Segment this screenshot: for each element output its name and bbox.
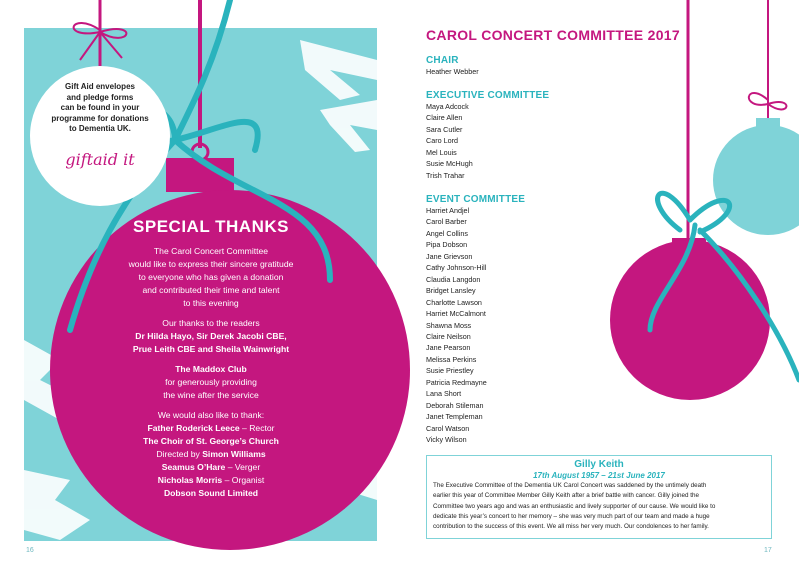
exec-section bbox=[426, 90, 549, 181]
committee-member: Janet Templeman bbox=[426, 412, 483, 422]
thanks-name: Father Roderick Leece bbox=[147, 423, 240, 433]
committee-member: Pipa Dobson bbox=[426, 240, 468, 250]
committee-member: Claudia Langdon bbox=[426, 274, 481, 284]
exec-list bbox=[426, 101, 549, 181]
committee-member: Jane Grievson bbox=[426, 251, 473, 261]
exec-heading: EXECUTIVE COMMITTEE bbox=[426, 90, 550, 101]
committee-member: Lana Short bbox=[426, 389, 462, 399]
event-list bbox=[426, 205, 525, 446]
committee-member: Maya Adcock bbox=[426, 102, 469, 111]
thanks-name: Simon Williams bbox=[202, 449, 266, 459]
gift-aid-text bbox=[42, 82, 158, 135]
committee-member: Bridget Lansley bbox=[426, 286, 476, 296]
committee-member: Sara Cutler bbox=[426, 124, 463, 134]
memorial-text bbox=[427, 481, 771, 532]
gift-aid-line: and pledge forms bbox=[66, 92, 134, 102]
committee-member: Mel Louis bbox=[426, 147, 457, 157]
gift-aid-line: Gift Aid envelopes bbox=[65, 82, 135, 91]
thanks-name: Nicholas Morris bbox=[157, 475, 223, 485]
thanks-role: – Rector bbox=[239, 423, 275, 433]
chair-list bbox=[426, 66, 479, 77]
memorial-line: earlier this year of Committee Member Gilly Keith after a brief battle with cancer. Gilly joined the bbox=[433, 492, 699, 500]
memorial-box bbox=[426, 455, 772, 539]
committee-member: Claire Allen bbox=[426, 113, 463, 123]
committee-member: Carol Watson bbox=[426, 423, 470, 433]
committee-member: Shawna Moss bbox=[426, 320, 472, 330]
thanks-role: – Organist bbox=[222, 475, 265, 485]
committee-member: Trish Trahar bbox=[426, 170, 465, 180]
thanks-role: – Verger bbox=[225, 462, 261, 472]
page-number-left: 16 bbox=[26, 547, 34, 554]
memorial-line: contribution to the success of this event. We all miss her very much. Our condolences to her family. bbox=[433, 523, 709, 531]
committee-member: Angel Collins bbox=[426, 228, 468, 238]
also-thank-heading: We would also like to thank: bbox=[157, 410, 265, 420]
memorial-line: Committee two years ago and was an enthusiastic and lively supporter of our cause. We would like to bbox=[433, 502, 716, 510]
committee-member: Susie Priestley bbox=[426, 366, 474, 376]
gift-aid-line: to Dementia UK. bbox=[69, 124, 131, 133]
maddox-line: the wine after the service bbox=[163, 390, 259, 400]
gift-aid-line: programme for donations bbox=[51, 113, 149, 123]
page-number-right: 17 bbox=[764, 547, 772, 554]
thanks-list-item bbox=[96, 461, 326, 474]
committee-member: Heather Webber bbox=[426, 67, 479, 76]
committee-member: Charlotte Lawson bbox=[426, 297, 482, 307]
maddox-club: The Maddox Club bbox=[175, 364, 247, 374]
readers-line: Prue Leith CBE and Sheila Wainwright bbox=[132, 344, 290, 354]
memorial-dates: 17th August 1957 – 21st June 2017 bbox=[533, 471, 665, 480]
thanks-name: The Choir of St. George’s Church bbox=[143, 436, 279, 446]
committee-member: Harriet McCalmont bbox=[426, 309, 486, 319]
thanks-intro-line: would like to express their sincere gratitude bbox=[128, 259, 294, 269]
event-section bbox=[426, 194, 525, 446]
thanks-prefix: Directed by bbox=[156, 449, 203, 459]
chair-heading: CHAIR bbox=[426, 55, 459, 66]
event-heading: EVENT COMMITTEE bbox=[426, 194, 526, 205]
chair-section bbox=[426, 55, 479, 77]
thanks-list-item bbox=[96, 487, 326, 500]
thanks-intro-line: and contributed their time and talent bbox=[142, 285, 280, 295]
thanks-name: Dobson Sound Limited bbox=[163, 488, 259, 498]
special-thanks-heading: SPECIAL THANKS bbox=[133, 217, 289, 236]
committee-member: Susie McHugh bbox=[426, 159, 473, 169]
gift-aid-logo: giftaid it bbox=[65, 150, 135, 169]
committee-member: Jane Pearson bbox=[426, 343, 471, 353]
special-thanks-section bbox=[96, 217, 326, 500]
committee-member: Patricia Redmayne bbox=[426, 377, 487, 387]
thanks-list-item bbox=[96, 448, 326, 461]
readers-line: Dr Hilda Hayo, Sir Derek Jacobi CBE, bbox=[135, 331, 287, 341]
committee-member: Carol Barber bbox=[426, 217, 467, 227]
gift-aid-line: can be found in your bbox=[60, 103, 140, 112]
committee-member: Melissa Perkins bbox=[426, 354, 477, 364]
thanks-list-item bbox=[96, 474, 326, 487]
thanks-intro-line: The Carol Concert Committee bbox=[153, 246, 269, 256]
committee-member: Harriet Andjel bbox=[426, 206, 470, 215]
memorial-name: Gilly Keith bbox=[574, 459, 624, 470]
committee-member: Deborah Stileman bbox=[426, 400, 484, 410]
gift-aid-circle bbox=[30, 66, 170, 206]
committee-member: Cathy Johnson-Hill bbox=[426, 263, 487, 273]
thanks-intro-line: to this evening bbox=[183, 298, 239, 308]
thanks-list-item bbox=[96, 435, 326, 448]
committee-member: Caro Lord bbox=[426, 136, 458, 146]
committee-member: Vicky Wilson bbox=[426, 435, 467, 445]
thanks-name: Seamus O’Hare bbox=[161, 462, 226, 472]
committee-member: Claire Neilson bbox=[426, 331, 471, 341]
memorial-line: The Executive Committee of the Dementia UK Carol Concert was saddened by the untimely death bbox=[433, 482, 707, 489]
thanks-list-item bbox=[96, 422, 326, 435]
memorial-line: dedicate this year’s concert to her memory – she was very much part of our team and made a huge bbox=[433, 512, 710, 520]
thanks-intro-line: to everyone who has given a donation bbox=[138, 272, 284, 282]
maddox-line: for generously providing bbox=[165, 377, 257, 387]
readers-intro: Our thanks to the readers bbox=[162, 318, 260, 328]
committee-title: CAROL CONCERT COMMITTEE 2017 bbox=[426, 27, 680, 43]
